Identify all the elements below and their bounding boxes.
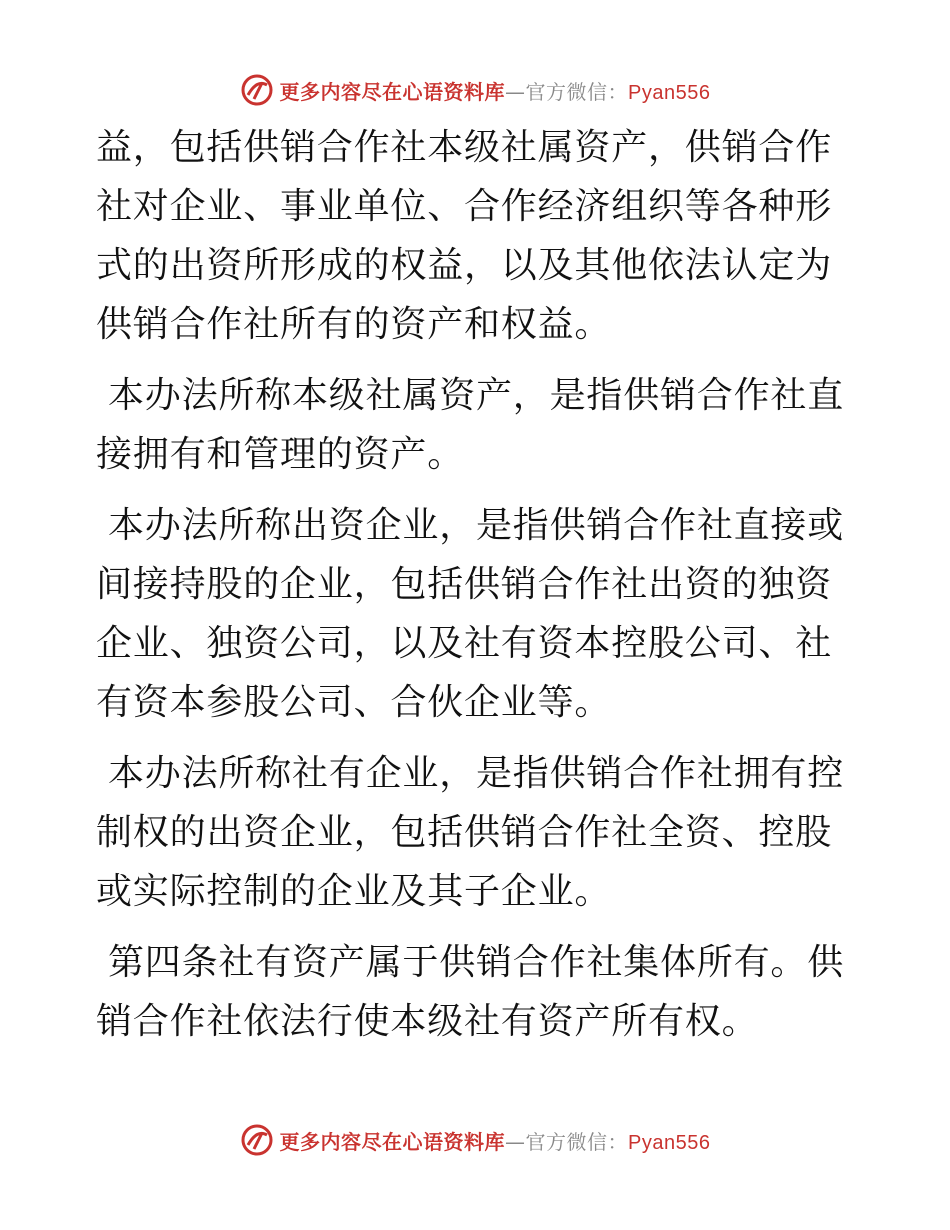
watermark-wechat-id: Pyan556 — [628, 81, 711, 104]
footer-watermark — [0, 1120, 950, 1160]
watermark-dash: — — [505, 1129, 526, 1154]
watermark-wechat-id: Pyan556 — [628, 1131, 711, 1154]
watermark-brand: 更多内容尽在心语资料库 — [279, 79, 506, 104]
brand-logo-icon — [240, 1123, 274, 1157]
paragraph-1: 益，包括供销合作社本级社属资产，供销合作社对企业、事业单位、合作经济组织等各种形式的出资所形成的权益，以及其他依法认定为供销合作社所有的资产和权益。 — [96, 127, 833, 345]
watermark-wechat-label: 官方微信： — [525, 1129, 629, 1154]
watermark-text — [280, 1126, 711, 1155]
watermark-text — [280, 76, 711, 105]
brand-logo-icon — [240, 73, 274, 107]
watermark-dash: — — [505, 79, 526, 104]
paragraph-4: 本办法所称社有企业，是指供销合作社拥有控制权的出资企业，包括供销合作社全资、控股或实际控制的企业及其子企业。 — [96, 753, 845, 912]
watermark-brand: 更多内容尽在心语资料库 — [279, 1129, 506, 1154]
header-watermark — [0, 70, 950, 110]
paragraph-3: 本办法所称出资企业，是指供销合作社直接或间接持股的企业，包括供销合作社出资的独资企业、独资公司，以及社有资本控股公司、社有资本参股公司、合伙企业等。 — [96, 505, 845, 723]
paragraph-2: 本办法所称本级社属资产，是指供销合作社直接拥有和管理的资产。 — [96, 375, 845, 475]
watermark-wechat-label: 官方微信： — [525, 79, 629, 104]
document-body — [96, 118, 856, 1063]
paragraph-5: 第四条社有资产属于供销合作社集体所有。供销合作社依法行使本级社有资产所有权。 — [96, 942, 845, 1042]
